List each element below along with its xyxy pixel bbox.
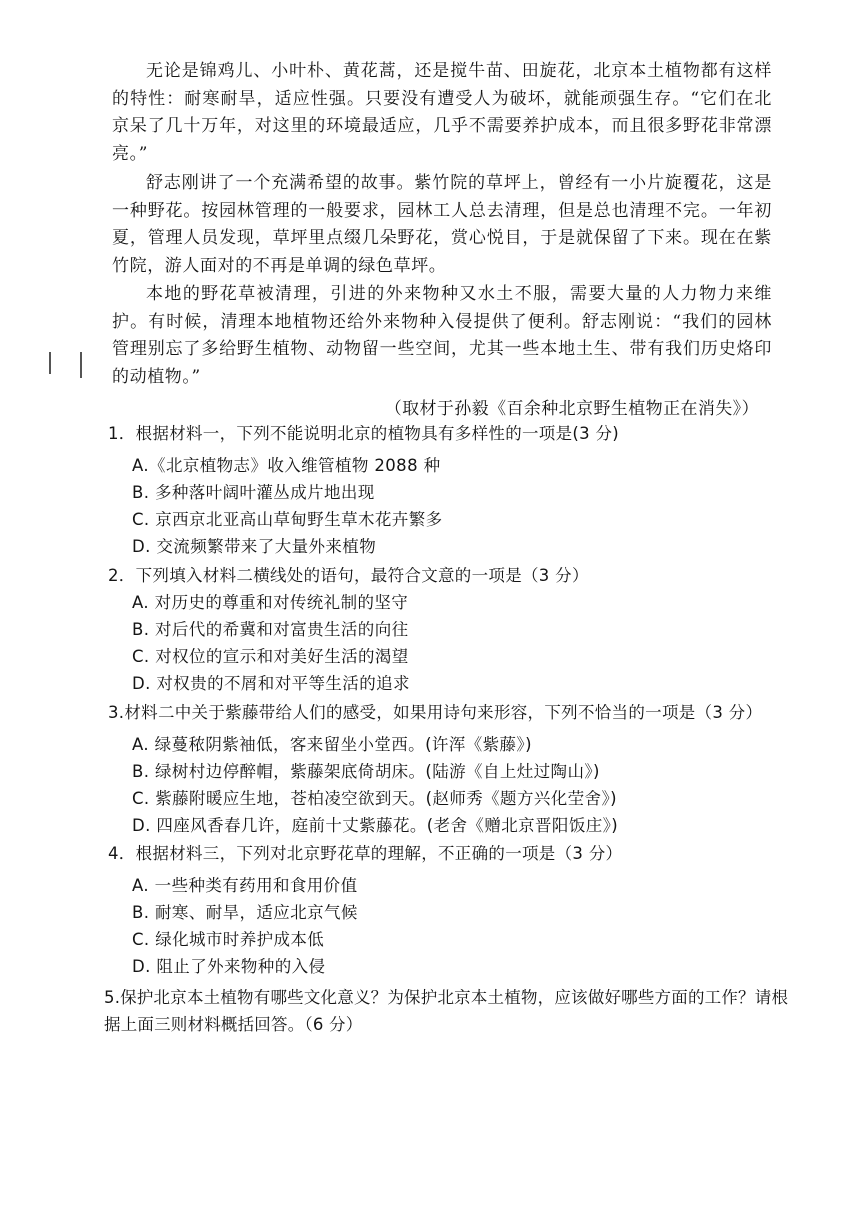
passage-paragraph-2: 舒志刚讲了一个充满希望的故事。紫竹院的草坪上，曾经有一小片旋覆花，这是一种野花。按园林管理的一般要求，园林工人总去清理，但是总也清理不完。一年初夏，管理人员发现，草坪里点缀几朵野花，赏心悦目，于是就保留了下来。现在在紫竹院，游人面对的不再是单调的绿色草坪。 xyxy=(112,173,772,276)
passage-source: （取材于孙毅《百余种北京野生植物正在消失》） xyxy=(384,399,759,419)
scan-mark xyxy=(49,352,51,374)
question-5: 5.保护北京本土植物有哪些文化意义？为保护北京本土植物，应该做好哪些方面的工作？请根据上面三则材料概括回答。（6 分） xyxy=(104,988,789,1034)
question-3: 3.材料二中关于紫藤带给人们的感受，如果用诗句来形容，下列不恰当的一项是（3 分） xyxy=(108,703,763,722)
passage-paragraph-1: 无论是锦鸡儿、小叶朴、黄花蒿，还是搅牛苗、田旋花，北京本土植物都有这样的特性：耐寒耐旱，适应性强。只要没有遭受人为破坏，就能顽强生存。“它们在北京呆了几十万年，对这里的环境最适应，几乎不需要养护成本，而且很多野花非常漂亮。” xyxy=(112,61,772,164)
question-3-option-c: C. 紫藤附暖应生地，苍柏凌空欲到天。(赵师秀《题方兴化茔舍》) xyxy=(132,789,617,808)
question-1-option-a: A.《北京植物志》收入维管植物 2088 种 xyxy=(132,456,441,475)
question-2-option-a: A. 对历史的尊重和对传统礼制的坚守 xyxy=(132,593,409,612)
scan-mark xyxy=(80,352,82,378)
question-4-option-b: B. 耐寒、耐旱，适应北京气候 xyxy=(132,903,358,922)
question-3-option-d: D. 四座风香春几许，庭前十丈紫藤花。(老舍《赠北京晋阳饭庄》) xyxy=(132,816,619,835)
question-3-option-a: A. 绿蔓秾阴紫袖低，客来留坐小堂西。(许浑《紫藤》) xyxy=(132,735,532,754)
question-2-option-b: B. 对后代的希冀和对富贵生活的向往 xyxy=(132,620,409,639)
question-2: 2．下列填入材料二横线处的语句，最符合文意的一项是（3 分） xyxy=(108,566,589,585)
question-4-option-d: D. 阻止了外来物种的入侵 xyxy=(132,957,326,976)
question-3-option-b: B. 绿树村边停醉帽，紫藤架底倚胡床。(陆游《自上灶过陶山》) xyxy=(132,762,600,781)
question-2-option-c: C. 对权位的宣示和对美好生活的渴望 xyxy=(132,647,409,666)
question-2-option-d: D. 对权贵的不屑和对平等生活的追求 xyxy=(132,674,410,693)
question-4-option-a: A. 一些种类有药用和食用价值 xyxy=(132,876,358,895)
passage-paragraph-3: 本地的野花草被清理，引进的外来物种又水土不服，需要大量的人力物力来维护。有时候，清理本地植物还给外来物种入侵提供了便利。舒志刚说：“我们的园林管理别忘了多给野生植物、动物留一些空间，尤其一些本地土生、带有我们历史烙印的动植物。” xyxy=(112,284,772,387)
question-1-option-b: B. 多种落叶阔叶灌丛成片地出现 xyxy=(132,483,375,502)
question-4-option-c: C. 绿化城市时养护成本低 xyxy=(132,930,325,949)
question-4: 4．根据材料三，下列对北京野花草的理解，不正确的一项是（3 分） xyxy=(108,844,623,863)
question-1-option-d: D. 交流频繁带来了大量外来植物 xyxy=(132,537,377,556)
question-1: 1．根据材料一，下列不能说明北京的植物具有多样性的一项是(3 分) xyxy=(108,424,620,443)
question-1-option-c: C. 京西京北亚高山草甸野生草木花卉繁多 xyxy=(132,510,443,529)
